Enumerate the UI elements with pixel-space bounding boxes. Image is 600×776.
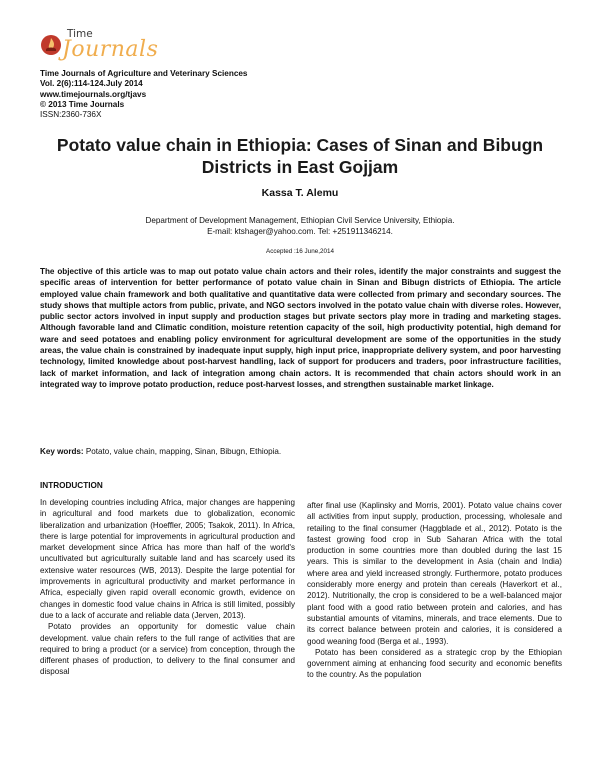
- body-paragraph: Potato provides an opportunity for domestic value chain development. value chain refers to the full range of activities that are required to bring a product (or a service) from conception, through the different phases of production, to delivery to the final consumer and disposal: [40, 622, 295, 677]
- section-title-introduction: INTRODUCTION: [40, 481, 103, 490]
- article-title: Potato value chain in Ethiopia: Cases of Sinan and Bibugn Districts in East Gojjam: [56, 135, 544, 177]
- body-paragraph: after final use (Kaplinsky and Morris, 2001). Potato value chains cover all activities from input supply, production, processing, wholesale and retailing to the final consumer (Haggblade et al., 2012). Potato is the fastest growing food crop in Sub Saharan Africa with the total production in some countries more than doubled during the last 15 years. This is similar to the development in Asia (chain and India) where area and yield increased strongly. Furthermore, potato produces considerably more energy and protein than cereals (Haverkort et al., 2012). Nutritionally, the crop is considered to be a well-balanced major plant food with a good ratio between protein and calories, and has substantial amounts of vitamins, minerals, and trace elements. Due to its correct balance between protein and calories, it is considered a good weaning food (Berga et al., 1993).: [307, 501, 562, 646]
- keywords-line: [40, 447, 561, 456]
- keywords-list: Potato, value chain, mapping, Sinan, Bibugn, Ethiopia.: [85, 447, 282, 456]
- author-affiliation: Department of Development Management, Ethiopian Civil Service University, Ethiopia.: [145, 216, 455, 225]
- logo-word-time: Time: [67, 28, 93, 40]
- journal-masthead: [40, 69, 248, 120]
- keywords-label: Key words:: [40, 447, 84, 456]
- body-paragraph: Potato has been considered as a strategic crop by the Ethiopian government aiming at enhancing food security and economic benefits to the country. As the population: [307, 647, 562, 680]
- body-column-left: [40, 497, 295, 678]
- journal-copyright: © 2013 Time Journals: [40, 99, 125, 109]
- logo-word-journals: Journals: [62, 37, 159, 62]
- flame-emblem-icon: [40, 34, 62, 56]
- journal-logo: [40, 28, 162, 68]
- accepted-date: Accepted :16 June,2014: [266, 248, 334, 255]
- body-paragraph: In developing countries including Africa, major changes are happening in agricultural and food markets due to globalization, economic liberalization and urbanization (Hoeffler, 2005; Tsakok, 2011). In Africa, there is large potential for improvements in agricultural production and market development since Africa has more than half of the world's uncultivated but agriculturally suitable land and has scarcely used its extensive water resources (WB, 2013). Despite the large potential for improvements in agricultural productivity and market performance in Africa, especially given rapid overall economic growth, evidence on changes in domestic food value chains in Africa is still limited, possibly due to a lack of accurate and reliable data (Jerven, 2013).: [40, 498, 295, 620]
- author-affiliation-block: [40, 216, 560, 237]
- body-column-right: [307, 500, 562, 681]
- journal-url-link[interactable]: www.timejournals.org/tjavs: [40, 89, 147, 99]
- author-contact: E-mail: ktshager@yahoo.com. Tel: +251911346214.: [207, 226, 393, 236]
- journal-volume: Vol. 2(6):114-124.July 2014: [40, 79, 143, 89]
- journal-issn: ISSN:2360-736X: [40, 110, 102, 120]
- article-abstract: The objective of this article was to map out potato value chain actors and their roles, identify the major constraints and suggest the specific areas of intervention for better performance of potato value chain in Sinan and Bibugn districts of Ethiopia. The article employed value chain framework and both qualitative and quantitative data were collected from primary and secondary sources. The study shows that multiple actors from public, private, and NGO sectors involved in the potato value chain with diverse roles. However, public sector actors involved in input supply and production stages but private sectors play more in trading and marketing stages. Although favorable land and Climatic condition, moisture retention capacity of the soil, high productivity potential, high demand for ware and seed potatoes and enabling policy environment for agricultural development are some of the opportunities in the study areas, the value chain is constrained by inadequate input supply, high input price, inappropriate delivery system, and poor harvesting technology, limited knowledge about post-harvest handling, lack of support for producers and traders, poor infrastructure facilities, lack of market information, and lack of integration among chain actors. It is recommended that chain actors should work in an integrated way to improve potato production, reduce post-harvest losses, and strengthen sustainable market linkage.: [40, 267, 561, 389]
- article-author: Kassa T. Alemu: [261, 187, 339, 199]
- journal-name: Time Journals of Agriculture and Veterinary Sciences: [40, 69, 248, 78]
